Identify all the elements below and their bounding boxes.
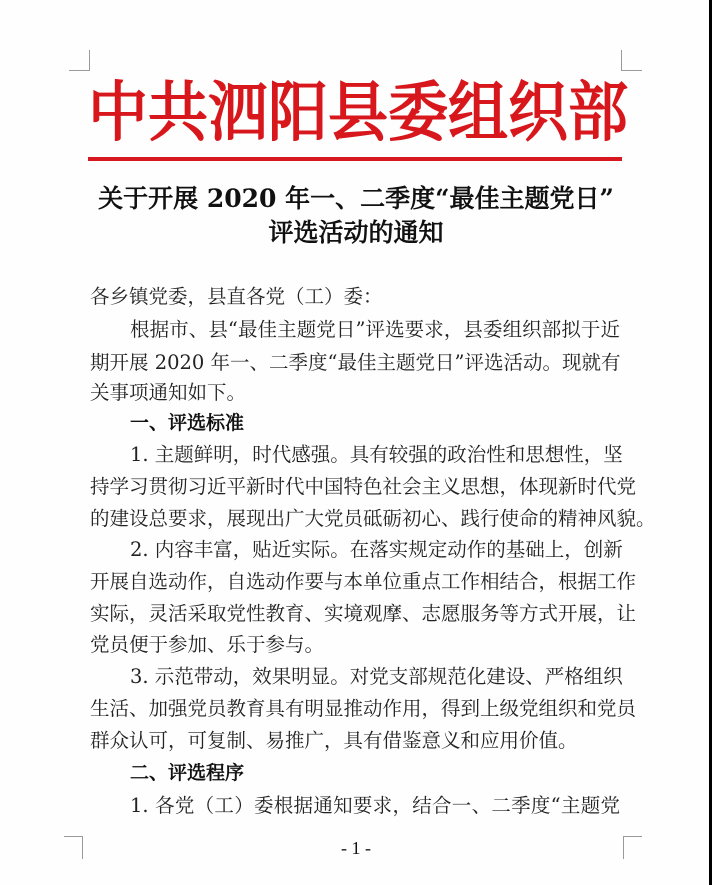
paragraph-line: 群众认可，可复制、易推广，具有借鉴意义和应用价值。: [90, 729, 578, 752]
masthead-char: 委: [388, 75, 448, 151]
section-heading-procedure: 二、评选程序: [130, 762, 245, 784]
paragraph-line: 持学习贯彻习近平新时代中国特色社会主义思想，体现新时代党: [90, 475, 637, 498]
corner-mark-top-right: [621, 50, 642, 71]
document-title-line-2: 评选活动的通知: [268, 218, 444, 247]
paragraph-line: 3. 示范带动，效果明显。对党支部规范化建设、严格组织: [130, 665, 623, 688]
masthead-char: 中: [88, 75, 148, 151]
salutation: 各乡镇党委，县直各党（工）委：: [90, 285, 383, 308]
paragraph-line: 生活、加强党员教育具有明显推动作用，得到上级党组织和党员: [90, 697, 637, 720]
paragraph-line: 关事项通知如下。: [90, 381, 247, 404]
masthead-char: 共: [148, 75, 208, 151]
paragraph-line: 党员便于参加、乐于参与。: [90, 633, 325, 656]
document-title-line-1: 关于开展 2020 年一、二季度“最佳主题党日”: [98, 184, 614, 213]
section-heading-criteria: 一、评选标准: [130, 412, 245, 434]
masthead-char: 县: [328, 75, 388, 151]
masthead-char: 织: [508, 75, 568, 151]
corner-mark-top-left: [69, 50, 90, 71]
masthead-char: 部: [568, 75, 628, 151]
paragraph-line: 实际，灵活采取党性教育、实境观摩、志愿服务等方式开展，让: [90, 602, 637, 625]
red-divider-rule: [88, 157, 622, 161]
masthead-char: 泗: [208, 75, 268, 151]
paragraph-line: 开展自选动作，自选动作要与本单位重点工作相结合，根据工作: [90, 570, 637, 593]
paragraph-line: 2. 内容丰富，贴近实际。在落实规定动作的基础上，创新: [130, 538, 623, 561]
masthead: [88, 75, 628, 151]
masthead-char: 组: [448, 75, 508, 151]
page-number: - 1 -: [341, 838, 371, 858]
masthead-char: 阳: [268, 75, 328, 151]
paragraph-line: 根据市、县“最佳主题党日”评选要求，县委组织部拟于近: [130, 318, 620, 341]
paragraph-line: 1. 各党（工）委根据通知要求，结合一、二季度“主题党: [130, 794, 620, 817]
paragraph-line: 1. 主题鲜明，时代感强。具有较强的政治性和思想性，坚: [130, 443, 623, 466]
paragraph-line: 的建设总要求，展现出广大党员砥砺初心、践行使命的精神风貌。: [90, 507, 656, 530]
paragraph-line: 期开展 2020 年一、二季度“最佳主题党日”评选活动。现就有: [90, 351, 621, 374]
